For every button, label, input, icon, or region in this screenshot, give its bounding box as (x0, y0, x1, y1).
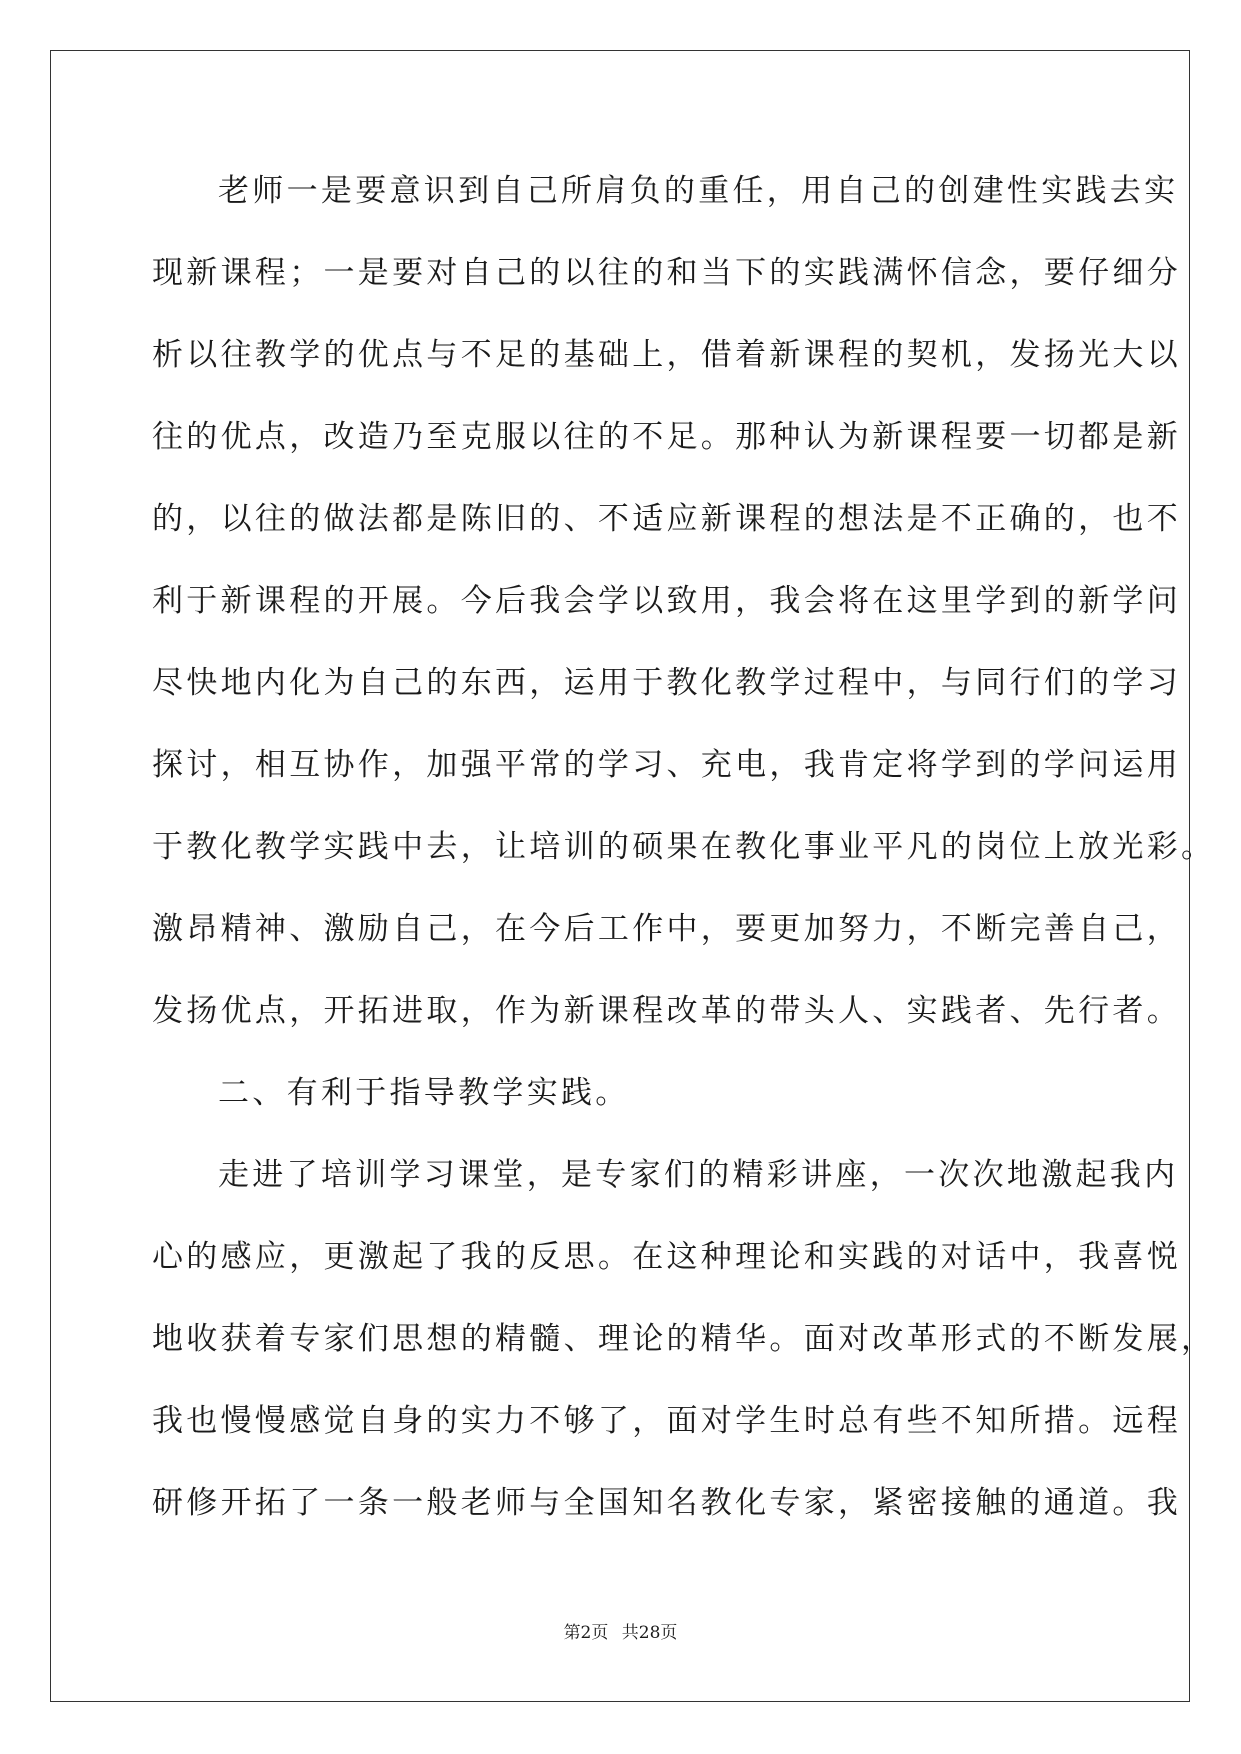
paragraph-line: 现新课程；一是要对自己的以往的和当下的实践满怀信念，要仔细分 (152, 255, 1181, 291)
paragraph-line: 研修开拓了一条一般老师与全国知名教化专家，紧密接触的通道。我 (152, 1485, 1181, 1521)
paragraph-line: 地收获着专家们思想的精髓、理论的精华。面对改革形式的不断发展， (152, 1321, 1216, 1357)
paragraph-line: 发扬优点，开拓进取，作为新课程改革的带头人、实践者、先行者。 (152, 993, 1181, 1029)
paragraph-line: 于教化教学实践中去，让培训的硕果在教化事业平凡的岗位上放光彩。 (152, 829, 1216, 865)
paragraph-line: 的，以往的做法都是陈旧的、不适应新课程的想法是不正确的，也不 (152, 501, 1181, 537)
paragraph-line: 我也慢慢感觉自身的实力不够了，面对学生时总有些不知所措。远程 (152, 1403, 1181, 1439)
document-body (152, 165, 1216, 1559)
paragraph-line: 探讨，相互协作，加强平常的学习、充电，我肯定将学到的学问运用 (152, 747, 1181, 783)
section-heading: 二、有利于指导教学实践。 (218, 1075, 630, 1111)
paragraph-line: 往的优点，改造乃至克服以往的不足。那种认为新课程要一切都是新 (152, 419, 1181, 455)
page-total: 共28页 (621, 1623, 678, 1643)
paragraph-line: 老师一是要意识到自己所肩负的重任，用自己的创建性实践去实 (218, 173, 1179, 209)
paragraph-line: 利于新课程的开展。今后我会学以致用，我会将在这里学到的新学问 (152, 583, 1181, 619)
paragraph-line: 析以往教学的优点与不足的基础上，借着新课程的契机，发扬光大以 (152, 337, 1181, 373)
paragraph-line: 尽快地内化为自己的东西，运用于教化教学过程中，与同行们的学习 (152, 665, 1181, 701)
paragraph-line: 心的感应，更激起了我的反思。在这种理论和实践的对话中，我喜悦 (152, 1239, 1181, 1275)
paragraph-line: 走进了培训学习课堂，是专家们的精彩讲座，一次次地激起我内 (218, 1157, 1179, 1193)
paragraph-line: 激昂精神、激励自己，在今后工作中，要更加努力，不断完善自己， (152, 911, 1181, 947)
page-number: 第2页 (563, 1623, 609, 1643)
page-footer (0, 1618, 1241, 1643)
